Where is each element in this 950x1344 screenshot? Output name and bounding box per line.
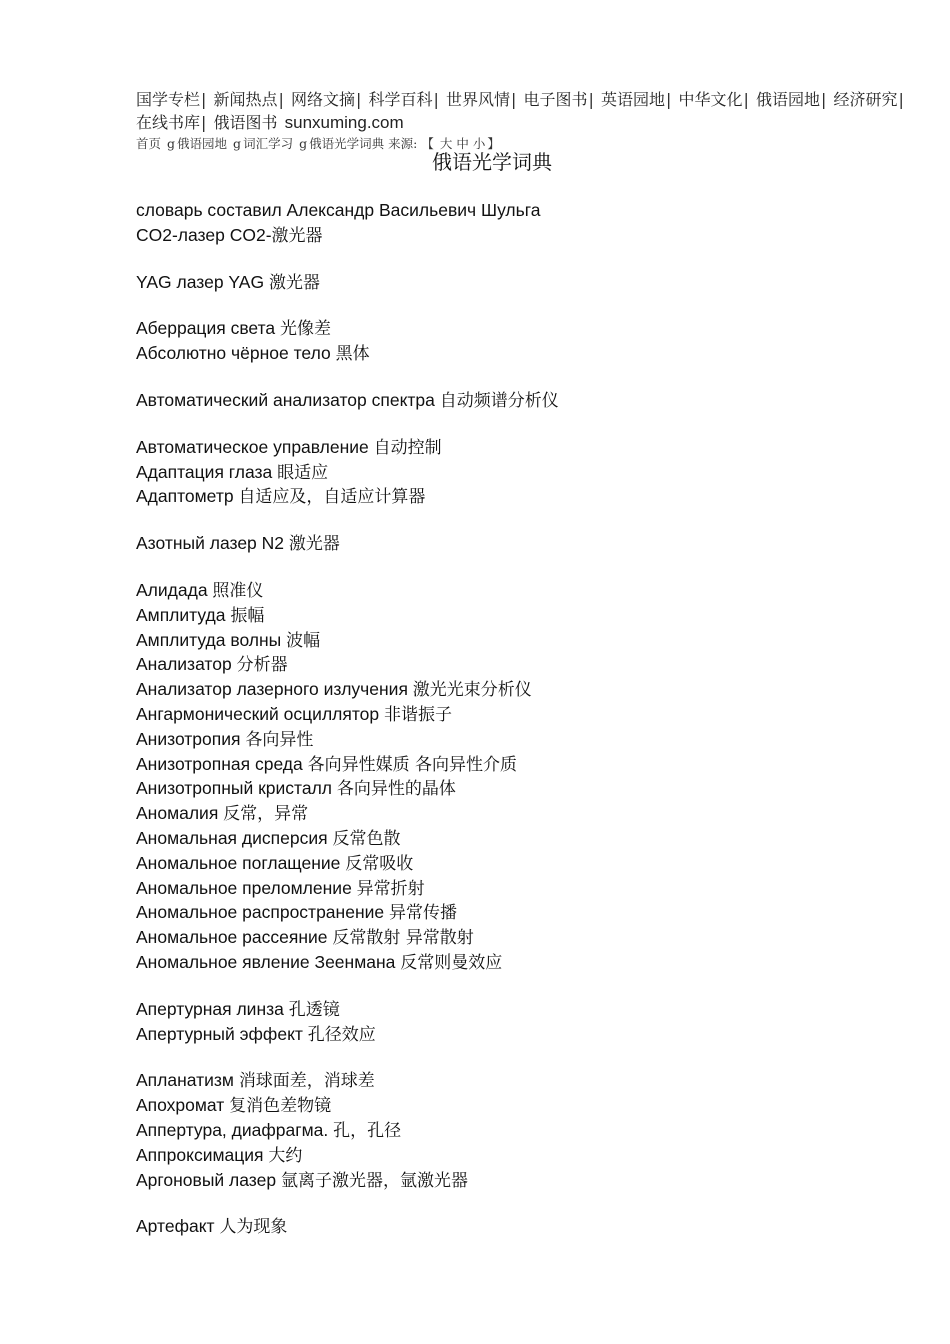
dictionary-entry	[136, 603, 916, 628]
dictionary-entry	[136, 752, 916, 777]
entry-chinese-translation: 黑体	[335, 344, 370, 365]
entry-russian-term: Аномальное поглащение	[136, 852, 346, 873]
entry-chinese-translation: 激光器	[288, 534, 340, 555]
nav-separator: |	[898, 90, 904, 109]
nav-separator: |	[201, 113, 207, 132]
entry-chinese-translation: 消球面差，消球差	[238, 1071, 375, 1092]
entry-chinese-translation: 各向异性的晶体	[336, 779, 456, 800]
entry-russian-term: YAG лазер YAG	[136, 271, 269, 292]
entry-spacer	[136, 975, 916, 997]
entry-chinese-translation: 人为现象	[219, 1217, 288, 1238]
entry-russian-term: Анизотропный кристалл	[136, 778, 337, 799]
entry-spacer	[136, 248, 916, 270]
entry-russian-term: Амплитуда волны	[136, 629, 287, 650]
dictionary-entry	[136, 776, 916, 801]
entry-russian-term: Аргоновый лазер	[136, 1169, 281, 1190]
entry-russian-term: Анизотропия	[136, 728, 246, 749]
entry-spacer	[136, 1046, 916, 1068]
entry-russian-term: Анизотропная среда	[136, 753, 308, 774]
entry-russian-term: Алидада	[136, 579, 213, 600]
font-size-open-bracket: 【	[421, 136, 434, 151]
entry-russian-term: Апохромат	[136, 1095, 230, 1116]
dictionary-entry	[136, 925, 916, 950]
entry-chinese-translation: 激光器	[271, 225, 323, 246]
entry-chinese-translation: 各向异性媒质 各向异性介质	[307, 754, 518, 775]
entry-russian-term: Апертурный эффект	[136, 1023, 308, 1044]
entry-chinese-translation: 自动控制	[373, 437, 442, 458]
dictionary-entry	[136, 223, 916, 248]
dictionary-entry	[136, 531, 916, 556]
entry-spacer	[136, 509, 916, 531]
dictionary-entry	[136, 652, 916, 677]
entry-russian-term: Автоматический анализатор спектра	[136, 389, 440, 410]
entry-chinese-translation: 振幅	[230, 605, 265, 626]
site-navigation	[136, 88, 916, 134]
entry-russian-term: Ангармонический осциллятор	[136, 703, 384, 724]
page-title: 俄语光学词典	[432, 150, 552, 174]
dictionary-entry	[136, 876, 916, 901]
nav-link-science[interactable]: 科学百科	[368, 90, 433, 109]
nav-link-economics[interactable]: 经济研究	[833, 90, 898, 109]
nav-separator: |	[511, 90, 517, 109]
entry-russian-term: Азотный лазер N2	[136, 533, 289, 554]
dictionary-entry	[136, 1022, 916, 1047]
entry-chinese-translation: 大约	[268, 1145, 303, 1166]
entry-spacer	[136, 294, 916, 316]
dictionary-entry	[136, 1214, 916, 1239]
breadcrumb-marker: g	[167, 136, 176, 151]
font-size-small-button[interactable]: 小	[472, 136, 486, 151]
entry-chinese-translation: 激光光束分析仪	[412, 680, 532, 701]
entry-spacer	[136, 1192, 916, 1214]
dictionary-entry	[136, 1143, 916, 1168]
dictionary-entry	[136, 198, 916, 223]
dictionary-entry	[136, 435, 916, 460]
dictionary-entry	[136, 702, 916, 727]
entry-spacer	[136, 366, 916, 388]
dictionary-entry	[136, 1068, 916, 1093]
entry-chinese-translation: 异常传播	[388, 903, 457, 924]
entry-russian-term: Адаптометр	[136, 486, 239, 507]
dictionary-entry	[136, 1168, 916, 1193]
nav-separator: |	[743, 90, 749, 109]
entry-russian-term: Аппроксимация	[136, 1144, 269, 1165]
font-size-large-button[interactable]: 大	[439, 136, 453, 151]
dictionary-entry	[136, 950, 916, 975]
nav-separator: |	[666, 90, 672, 109]
entry-chinese-translation: 反常吸收	[345, 853, 414, 874]
nav-separator: |	[278, 90, 284, 109]
entry-spacer	[136, 413, 916, 435]
site-domain-link[interactable]: sunxuming.com	[284, 113, 404, 132]
dictionary-entry	[136, 316, 916, 341]
nav-link-library[interactable]: 在线书库	[136, 113, 201, 132]
entry-chinese-translation: 孔透镜	[288, 999, 340, 1020]
nav-link-world[interactable]: 世界风情	[446, 90, 511, 109]
nav-link-chinese-culture[interactable]: 中华文化	[678, 90, 743, 109]
entry-russian-term: Аномальное распространение	[136, 902, 389, 923]
entry-chinese-translation: 反常色散	[332, 828, 401, 849]
entry-chinese-translation: 反常散射 异常散射	[332, 928, 474, 949]
nav-link-news[interactable]: 新闻热点	[213, 90, 278, 109]
font-size-medium-button[interactable]: 中	[456, 136, 469, 151]
entry-chinese-translation: 光像差	[279, 319, 331, 340]
entry-russian-term: Аномальное преломление	[136, 877, 357, 898]
nav-link-ebooks[interactable]: 电子图书	[523, 90, 588, 109]
dictionary-entry	[136, 727, 916, 752]
entry-russian-term: Амплитуда	[136, 604, 231, 625]
entry-russian-term: Автоматическое управление	[136, 436, 374, 457]
entry-chinese-translation: 各向异性	[245, 729, 314, 750]
dictionary-entry	[136, 677, 916, 702]
dictionary-entry	[136, 801, 916, 826]
entry-chinese-translation: 照准仪	[212, 580, 264, 601]
entry-russian-term: Абсолютно чёрное тело	[136, 343, 336, 364]
nav-link-russian[interactable]: 俄语园地	[756, 90, 821, 109]
dictionary-entry	[136, 578, 916, 603]
dictionary-entry	[136, 1118, 916, 1143]
entry-chinese-translation: 反常，异常	[223, 804, 309, 825]
entry-russian-term: Аномальное явление Зеенмана	[136, 951, 401, 972]
source-label: 来源:	[388, 136, 418, 151]
entry-chinese-translation: 自动频谱分析仪	[439, 390, 559, 411]
entry-russian-term: Адаптация глаза	[136, 461, 278, 482]
entry-chinese-translation: 异常折射	[356, 878, 425, 899]
entry-chinese-translation: 氩离子激光器，氩激光器	[280, 1170, 468, 1191]
entry-chinese-translation: 孔，孔径	[333, 1120, 402, 1141]
entry-russian-term: Апланатизм	[136, 1070, 239, 1091]
dictionary-entry	[136, 341, 916, 366]
dictionary-entry	[136, 1093, 916, 1118]
entry-chinese-translation: 孔径效应	[307, 1024, 376, 1045]
nav-link-guoxue[interactable]: 国学专栏	[136, 90, 201, 109]
dictionary-entries	[136, 198, 916, 1239]
nav-separator: |	[356, 90, 362, 109]
breadcrumb-marker: g	[299, 136, 308, 151]
dictionary-entry	[136, 851, 916, 876]
breadcrumb-russian-garden[interactable]: 俄语园地	[177, 136, 228, 151]
entry-chinese-translation: 波幅	[286, 630, 321, 651]
font-size-close-bracket: 】	[487, 136, 500, 151]
nav-separator: |	[201, 90, 207, 109]
entry-russian-term: Аномалия	[136, 803, 224, 824]
nav-link-russian-books[interactable]: 俄语图书	[213, 113, 278, 132]
dictionary-entry	[136, 826, 916, 851]
entry-russian-term: Апертурная линза	[136, 998, 289, 1019]
entry-spacer	[136, 556, 916, 578]
entry-russian-term: Артефакт	[136, 1216, 220, 1237]
entry-russian-term: Аберрация света	[136, 318, 280, 339]
dictionary-entry	[136, 900, 916, 925]
breadcrumb-vocab[interactable]: 词汇学习	[243, 136, 294, 151]
nav-separator: |	[821, 90, 827, 109]
nav-link-digest[interactable]: 网络文摘	[291, 90, 356, 109]
dictionary-entry	[136, 997, 916, 1022]
nav-link-english[interactable]: 英语园地	[601, 90, 666, 109]
dictionary-entry	[136, 270, 916, 295]
entry-chinese-translation: 分析器	[236, 655, 288, 676]
entry-russian-term: Аномальное рассеяние	[136, 927, 333, 948]
nav-separator: |	[588, 90, 594, 109]
entry-chinese-translation: 眼适应	[277, 462, 329, 483]
breadcrumb-home[interactable]: 首页	[136, 136, 162, 151]
entry-russian-term: Анализатор	[136, 654, 237, 675]
entry-chinese-translation: 非谐振子	[384, 704, 452, 725]
entry-russian-term: Аппертура, диафрагма.	[136, 1119, 334, 1140]
nav-separator: |	[433, 90, 439, 109]
document-page	[136, 88, 916, 1239]
entry-chinese-translation: 复消色差物镜	[229, 1096, 332, 1117]
entry-russian-term: Аномальная дисперсия	[136, 827, 333, 848]
breadcrumb-marker: g	[233, 136, 242, 151]
breadcrumb-current: 俄语光学词典	[309, 136, 385, 151]
entry-chinese-translation: 激光器	[268, 272, 320, 293]
dictionary-entry	[136, 484, 916, 509]
entry-chinese-translation: 反常则曼效应	[400, 952, 503, 973]
entry-russian-term: CO2-лазер CO2-	[136, 224, 272, 245]
dictionary-entry	[136, 460, 916, 485]
dictionary-entry	[136, 628, 916, 653]
entry-chinese-translation: 自适应及，自适应计算器	[238, 487, 426, 508]
dictionary-entry	[136, 388, 916, 413]
entry-russian-term: словарь составил Александр Васильевич Шульга	[136, 200, 541, 220]
entry-russian-term: Анализатор лазерного излучения	[136, 679, 413, 700]
